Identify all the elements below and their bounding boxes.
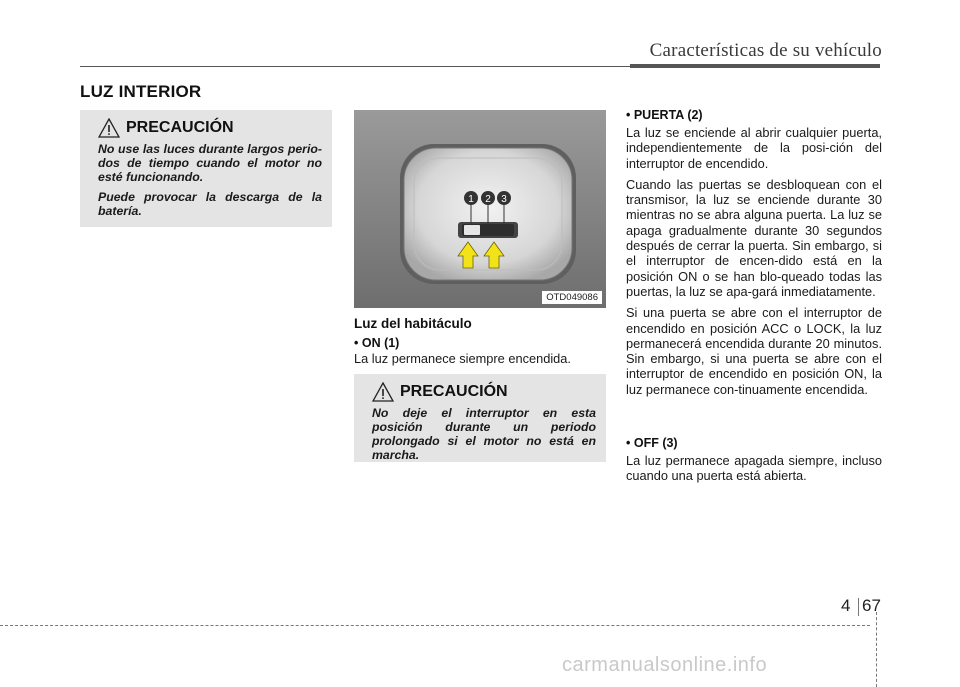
caution-text: No use las luces durante largos perio-dos de tiempo cuando el motor no esté funcionando. (98, 142, 322, 184)
caution-header (98, 118, 322, 138)
section-title: LUZ INTERIOR (80, 82, 202, 101)
caution-box-switch (354, 374, 606, 462)
caution-text: Puede provocar la descarga de la batería. (98, 190, 322, 218)
door-paragraph: Si una puerta se abre con el interruptor de encendido en posición ACC o LOCK, la luz permanecerá encendida durante 20 minutos. Sin embargo, si una puerta se abre con el interruptor de encendido en posición ON, la luz permanece con-tinuamente encendida. (626, 305, 882, 397)
room-light-title: Luz del habitáculo (354, 316, 472, 331)
footer-dashed-rule (0, 625, 870, 626)
room-lamp-illustration (354, 110, 606, 308)
chapter-number: 4 (841, 596, 851, 615)
switch-label: 3 (501, 194, 507, 205)
warning-icon (98, 118, 120, 138)
door-section (626, 108, 882, 397)
figure-code: OTD049086 (542, 291, 602, 304)
chapter-separator (858, 598, 859, 616)
footer-vertical-rule (876, 612, 877, 687)
door-heading: • PUERTA (2) (626, 108, 703, 122)
off-paragraph: La luz permanece apagada siempre, incluso cuando una puerta está abierta. (626, 453, 882, 484)
door-paragraph: La luz se enciende al abrir cualquier puerta, independientemente de la posi-ción del interruptor de encendido. (626, 125, 882, 171)
warning-icon (372, 382, 394, 402)
switch-label: 2 (485, 194, 491, 205)
door-paragraph: Cuando las puertas se desbloquean con el transmisor, la luz se enciende durante 30 mientras no se abra alguna puerta. La luz se apaga gradualmente durante 30 segundos después de cerrar la puerta. Sin embargo, si el interruptor de encen-dido está en la posición ON o se han blo-queado todas las puertas, la luz se apa-gará inmediatamente. (626, 176, 882, 299)
off-section (626, 436, 882, 484)
on-heading: • ON (1) (354, 336, 400, 350)
watermark: carmanualsonline.info (562, 654, 768, 676)
off-heading: • OFF (3) (626, 436, 678, 450)
switch-label: 1 (468, 194, 474, 205)
header-title: Características de su vehículo (649, 40, 882, 61)
on-description: La luz permanece siempre encendida. (354, 351, 571, 366)
caution-box-battery (80, 110, 332, 227)
room-lamp-figure (354, 110, 606, 308)
page-number-value: 67 (862, 596, 881, 615)
caution-header (372, 382, 596, 402)
caution-title: PRECAUCIÓN (400, 383, 508, 400)
caution-title: PRECAUCIÓN (126, 119, 234, 136)
caution-text: No deje el interruptor en esta posición durante un periodo prolongado si el motor no está en marcha. (372, 406, 596, 462)
header-thick-rule (630, 64, 880, 68)
